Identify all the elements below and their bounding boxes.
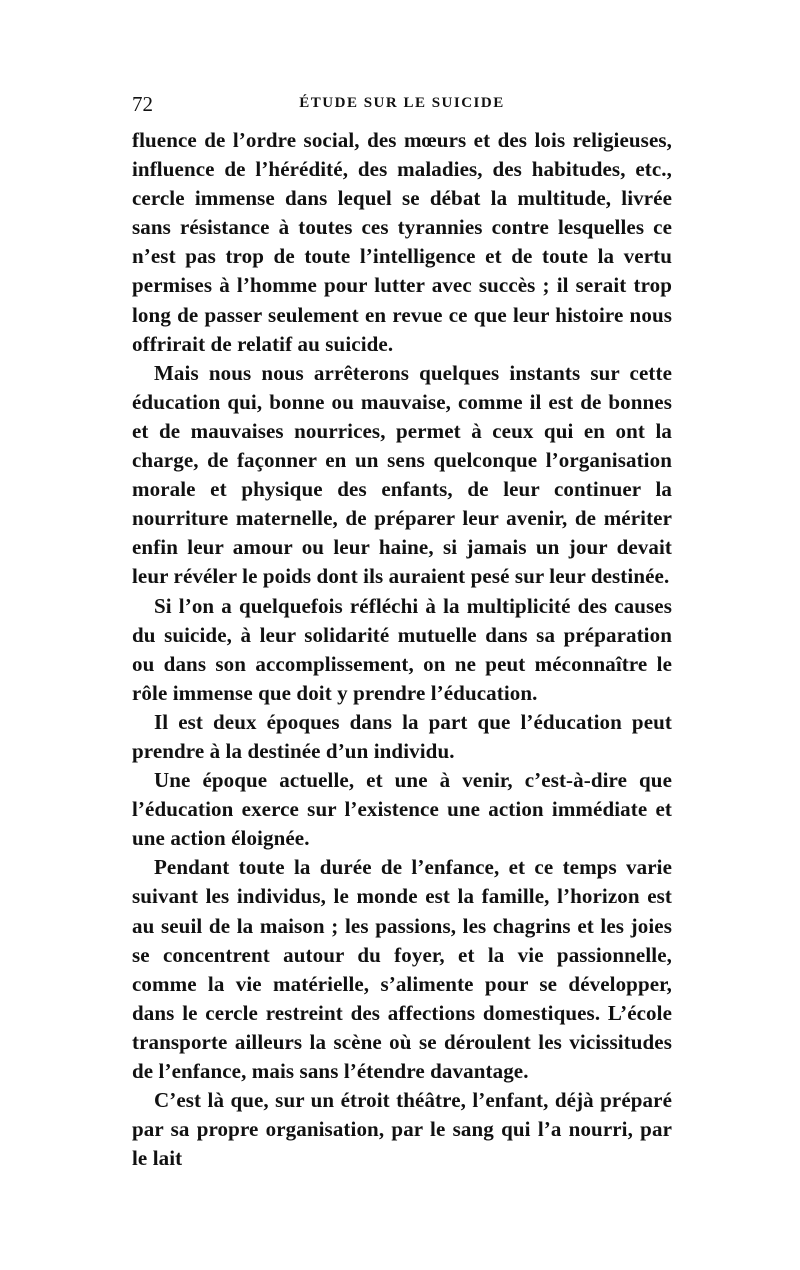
- paragraph-two-epochs: Il est deux époques dans la part que l’éducation peut prendre à la destinée d’un individu.: [132, 709, 672, 763]
- paragraph-childhood: Pendant toute la durée de l’enfance, et ce temps varie suivant les individus, le monde est la famille, l’horizon est au seuil de la maison ; les passions, les chagrins et les joies se concentrent autour du foyer, et la vie passionnelle, comme la vie matérielle, s’alimente pour se développer, dans le cercle restreint des affections domestiques. L’école transporte ailleurs la scène où se déroulent les vicissitudes de l’enfance, mais sans l’étendre davantage.: [132, 855, 672, 1083]
- paragraph-continuation: fluence de l’ordre social, des mœurs et des lois religieuses, influence de l’hérédité, des maladies, des habitudes, etc., cercle immense dans lequel se débat la multitude, livrée sans résistance à toutes ces tyrannies contre lesquelles ce n’est pas trop de toute l’intelligence et de toute la vertu permises à l’homme pour lutter avec succès ; il serait trop long de passer seulement en revue ce que leur histoire nous offrirait de relatif au suicide.: [132, 128, 672, 356]
- paragraph-narrow-theatre: C’est là que, sur un étroit théâtre, l’enfant, déjà préparé par sa propre organisation, par le sang qui l’a nourri, par le lait: [132, 1088, 672, 1171]
- book-page: [132, 92, 672, 1173]
- paragraph-present-and-future: Une époque actuelle, et une à venir, c’est-à-dire que l’éducation exerce sur l’existence une action immédiate et une action éloignée.: [132, 768, 672, 851]
- page-number: 72: [132, 92, 153, 116]
- paragraph-education-intro: Mais nous nous arrêterons quelques instants sur cette éducation qui, bonne ou mauvaise, comme il est de bonnes et de mauvaises nourrices, permet à ceux qui en ont la charge, de façonner en un sens quelconque l’organisation morale et physique des enfants, de leur continuer la nourriture maternelle, de préparer leur avenir, de mériter enfin leur amour ou leur haine, si jamais un jour devait leur révéler le poids dont ils auraient pesé sur leur destinée.: [132, 360, 672, 589]
- running-title: ÉTUDE SUR LE SUICIDE: [299, 95, 505, 111]
- body-text: [132, 126, 672, 1173]
- running-head: [132, 92, 672, 126]
- paragraph-multiplicity-of-causes: Si l’on a quelquefois réfléchi à la multiplicité des causes du suicide, à leur solidarité mutuelle dans sa préparation ou dans son accomplissement, on ne peut méconnaître le rôle immense que doit y prendre l’éducation.: [132, 593, 672, 705]
